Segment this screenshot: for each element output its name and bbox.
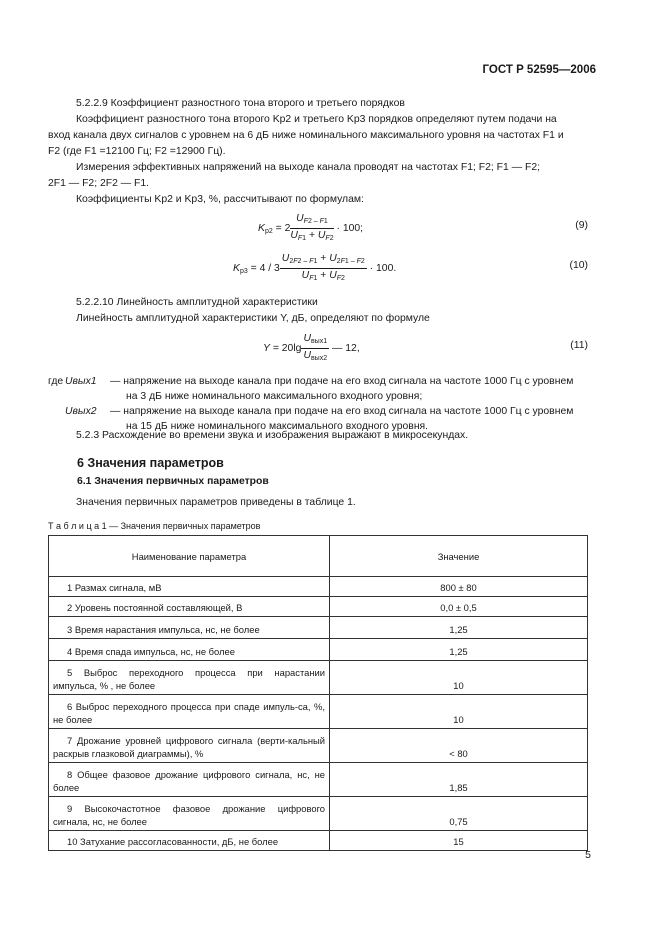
param-value: 10 (330, 695, 588, 729)
param-name: 3 Время нарастания импульса, нс, не более (49, 617, 330, 639)
where-u1-text (110, 374, 588, 404)
formula-9 (48, 212, 588, 242)
param-value: 1,85 (330, 763, 588, 797)
section-6-1-heading: 6.1 Значения первичных параметров (77, 476, 269, 487)
table-header-row (49, 536, 588, 577)
param-value: 800 ± 80 (330, 577, 588, 597)
section-6-1-para: Значения первичных параметров приведены в таблице 1. (76, 497, 356, 508)
param-value: 1,25 (330, 617, 588, 639)
table-row (49, 763, 588, 797)
formula-9-number: (9) (575, 220, 588, 231)
section-5-2-2-9-para-2 (48, 160, 588, 192)
table-caption: Т а б л и ц а 1 — Значения первичных параметров (48, 521, 261, 531)
where-line: — напряжение на выходе канала при подаче на его вход сигнала на частоте 1000 Гц с уровнем (110, 406, 574, 417)
param-value: 0,0 ± 0,5 (330, 597, 588, 617)
where-line: на 15 дБ ниже номинального максимального входного уровня. (126, 421, 429, 432)
where-lead: где (48, 376, 64, 387)
param-value: 0,75 (330, 797, 588, 831)
table-row (49, 797, 588, 831)
para-line: вход канала двух сигналов с уровнем на 6 дБ ниже номинального максимального уровня на частотах F1 и (48, 130, 564, 141)
param-name: 5 Выброс переходного процесса при нарастании импульса, % , не более (49, 661, 330, 695)
table-row (49, 617, 588, 639)
param-value: < 80 (330, 729, 588, 763)
formula-10-number: (10) (569, 260, 588, 271)
table-row (49, 729, 588, 763)
param-name: 1 Размах сигнала, мВ (49, 577, 330, 597)
column-header-name: Наименование параметра (49, 536, 330, 577)
parameters-table (48, 535, 588, 851)
formula-10-body: $K_{р3} = 4 / 3$ $\frac{U_{2F2 - F1} + U_{2F1 - F2}}{U_{F1} + U_{F2}}$ · 100. (233, 253, 397, 282)
formula-11-number: (11) (570, 340, 588, 351)
where-line: на 3 дБ ниже номинального максимального входного уровня; (126, 391, 423, 402)
param-value: 15 (330, 831, 588, 851)
standard-header: ГОСТ Р 52595—2006 (482, 64, 596, 76)
table-row (49, 597, 588, 617)
param-value: 10 (330, 661, 588, 695)
param-name: 4 Время спада импульса, нс, не более (49, 639, 330, 661)
formula-11-body: Y = 20lg $\frac{U_{вых1}}{U_{вых2}}$ — 12, (263, 333, 360, 362)
para-line: 2F1 — F2; 2F2 — F1. (48, 178, 150, 189)
section-5-2-2-9-para-3: Коэффициенты Kр2 и Kр3, %, рассчитывают по формулам: (76, 194, 364, 205)
column-header-value: Значение (330, 536, 588, 577)
section-5-2-2-9-para-1 (48, 112, 588, 160)
param-name: 7 Дрожание уровней цифрового сигнала (верти-кальный раскрыв глазковой диаграммы), % (49, 729, 330, 763)
table-row (49, 831, 588, 851)
section-5-2-2-9-title: 5.2.2.9 Коэффициент разностного тона второго и третьего порядков (76, 98, 405, 109)
para-line: Коэффициент разностного тона второго Kр2 и третьего Kр3 порядков определяют путем подачи на (76, 114, 557, 125)
para-line: F2 (где F1 =12100 Гц; F2 =12900 Гц). (48, 146, 226, 157)
where-line: — напряжение на выходе канала при подаче на его вход сигнала на частоте 1000 Гц с уровнем (110, 376, 574, 387)
table-row (49, 639, 588, 661)
param-value: 1,25 (330, 639, 588, 661)
section-5-2-3: 5.2.3 Расхождение во времени звука и изображения выражают в микросекундах. (76, 430, 469, 441)
para-line: Измерения эффективных напряжений на выходе канала проводят на частотах F1; F2; F1 — F2; (76, 162, 540, 173)
table-row (49, 695, 588, 729)
section-5-2-2-10-para: Линейность амплитудной характеристики Y, дБ, определяют по формуле (76, 313, 430, 324)
param-name: 8 Общее фазовое дрожание цифрового сигнала, нс, не более (49, 763, 330, 797)
page-number: 5 (585, 849, 591, 861)
table-row (49, 661, 588, 695)
where-symbol-u1: Uвых1 (65, 376, 97, 387)
table-row (49, 577, 588, 597)
param-name: 2 Уровень постоянной составляющей, В (49, 597, 330, 617)
param-name: 9 Высокочастотное фазовое дрожание цифрового сигнала, нс, не более (49, 797, 330, 831)
section-6-heading: 6 Значения параметров (77, 456, 224, 470)
formula-9-body: $K_{р2} = 2$ $\frac{U_{F2 - F1}}{U_{F1} + U_{F2}}$ · 100; (258, 213, 364, 242)
param-name: 10 Затухание рассогласованности, дБ, не более (49, 831, 330, 851)
where-symbol-u2: Uвых2 (65, 406, 97, 417)
section-5-2-2-10-title: 5.2.2.10 Линейность амплитудной характеристики (76, 297, 318, 308)
formula-10 (48, 252, 588, 282)
param-name: 6 Выброс переходного процесса при спаде импуль-са, %, не более (49, 695, 330, 729)
formula-11 (48, 332, 588, 362)
